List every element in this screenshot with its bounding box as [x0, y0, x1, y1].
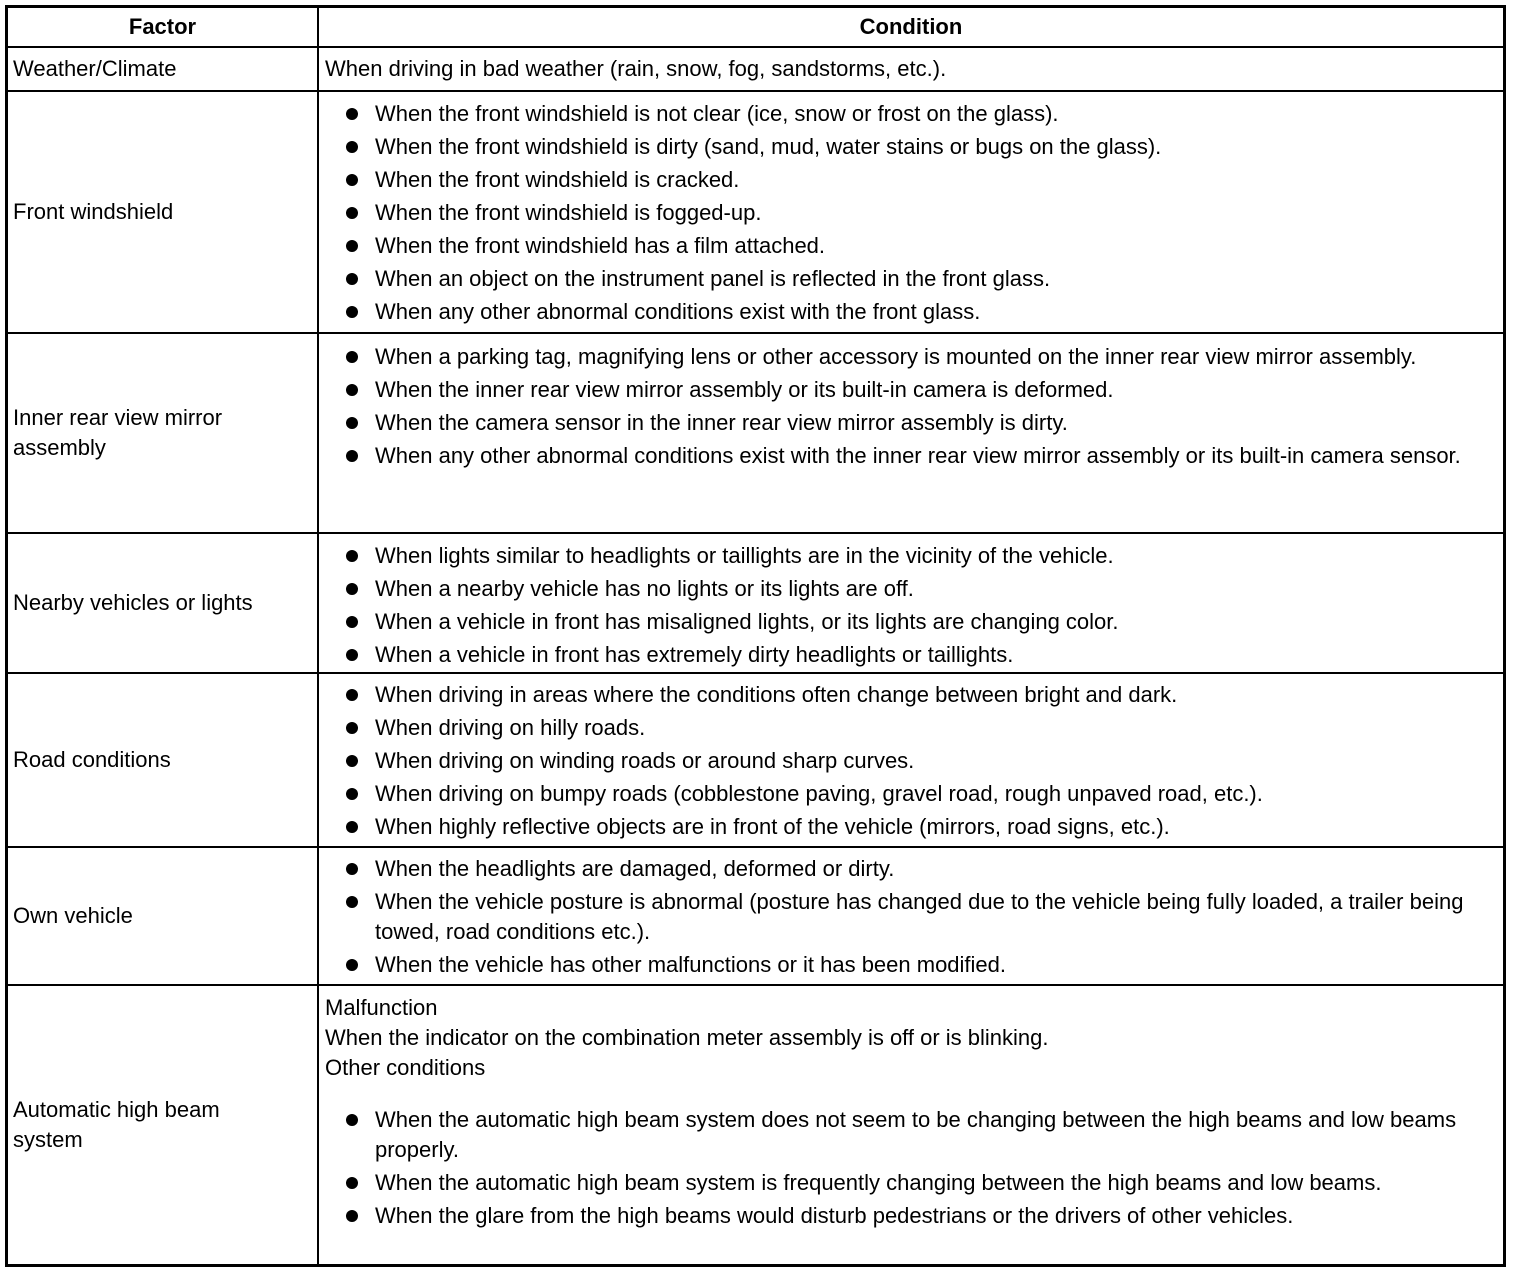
- list-item: When a parking tag, magnifying lens or other accessory is mounted on the inner rear view mirror assembly.: [325, 342, 1493, 372]
- bullet-icon: [346, 417, 358, 429]
- bullet-icon: [346, 273, 358, 285]
- factor-cell: Nearby vehicles or lights: [13, 590, 253, 615]
- bullet-icon: [346, 649, 358, 661]
- factor-cell: Inner rear view mirror assembly: [13, 405, 223, 460]
- list-item: When any other abnormal conditions exist with the front glass.: [325, 297, 1493, 327]
- list-item: When the automatic high beam system is frequently changing between the high beams and low beams.: [325, 1168, 1493, 1198]
- list-item: When the front windshield is dirty (sand, mud, water stains or bugs on the glass).: [325, 132, 1493, 162]
- list-item: When the camera sensor in the inner rear view mirror assembly is dirty.: [325, 408, 1493, 438]
- malfunction-heading: Malfunction: [325, 995, 438, 1020]
- bullet-icon: [346, 821, 358, 833]
- bullet-icon: [346, 1210, 358, 1222]
- factor-cell: Automatic high beam system: [13, 1097, 220, 1152]
- header-condition: Condition: [859, 14, 963, 39]
- list-item: When a nearby vehicle has no lights or its lights are off.: [325, 574, 1493, 604]
- list-item: When the glare from the high beams would disturb pedestrians or the drivers of other vehicles.: [325, 1201, 1493, 1231]
- list-item: When the front windshield is cracked.: [325, 165, 1493, 195]
- bullet-icon: [346, 450, 358, 462]
- list-item: When the vehicle posture is abnormal (posture has changed due to the vehicle being fully loaded, a trailer being towed, road conditions etc.).: [325, 887, 1493, 947]
- table-row: [8, 334, 1503, 534]
- list-item: When lights similar to headlights or taillights are in the vicinity of the vehicle.: [325, 541, 1493, 571]
- table-row: [8, 848, 1503, 986]
- bullet-icon: [346, 583, 358, 595]
- condition-cell: [319, 986, 1503, 1264]
- bullet-icon: [346, 384, 358, 396]
- table-row: [8, 986, 1503, 1264]
- table-header-row: [8, 8, 1503, 48]
- condition-cell: [319, 534, 1503, 672]
- list-item: When driving on winding roads or around sharp curves.: [325, 746, 1493, 776]
- list-item: When the inner rear view mirror assembly or its built-in camera is deformed.: [325, 375, 1493, 405]
- condition-text: When driving in bad weather (rain, snow, fog, sandstorms, etc.).: [325, 56, 947, 81]
- condition-list: [325, 1105, 1493, 1231]
- bullet-icon: [346, 174, 358, 186]
- condition-cell: [319, 848, 1503, 984]
- bullet-icon: [346, 863, 358, 875]
- list-item: When driving in areas where the conditions often change between bright and dark.: [325, 680, 1493, 710]
- bullet-icon: [346, 755, 358, 767]
- header-factor: Factor: [128, 14, 197, 39]
- list-item: When highly reflective objects are in front of the vehicle (mirrors, road signs, etc.).: [325, 812, 1493, 842]
- malfunction-text: When the indicator on the combination meter assembly is off or is blinking.: [325, 1025, 1049, 1050]
- bullet-icon: [346, 896, 358, 908]
- condition-cell: [319, 92, 1503, 332]
- list-item: When any other abnormal conditions exist with the inner rear view mirror assembly or its built-in camera sensor.: [325, 441, 1493, 471]
- list-item: When a vehicle in front has extremely dirty headlights or taillights.: [325, 640, 1493, 670]
- list-item: When a vehicle in front has misaligned lights, or its lights are changing color.: [325, 607, 1493, 637]
- bullet-icon: [346, 207, 358, 219]
- other-conditions-heading: Other conditions: [325, 1055, 486, 1080]
- table-row: [8, 92, 1503, 334]
- condition-cell: [319, 674, 1503, 846]
- conditions-table: [5, 5, 1506, 1267]
- bullet-icon: [346, 240, 358, 252]
- table-row: [8, 534, 1503, 674]
- list-item: When the headlights are damaged, deformed or dirty.: [325, 854, 1493, 884]
- list-item: When driving on hilly roads.: [325, 713, 1493, 743]
- list-item: When the front windshield is not clear (ice, snow or frost on the glass).: [325, 99, 1493, 129]
- condition-list: [325, 541, 1493, 670]
- factor-cell: Weather/Climate: [13, 56, 177, 81]
- bullet-icon: [346, 616, 358, 628]
- list-item: When the front windshield has a film attached.: [325, 231, 1493, 261]
- condition-list: [325, 99, 1493, 327]
- bullet-icon: [346, 550, 358, 562]
- bullet-icon: [346, 306, 358, 318]
- bullet-icon: [346, 689, 358, 701]
- table-row: [8, 674, 1503, 848]
- condition-cell: [319, 48, 1503, 90]
- condition-cell: [319, 334, 1503, 532]
- bullet-icon: [346, 351, 358, 363]
- factor-cell: Road conditions: [13, 747, 171, 772]
- list-item: When the front windshield is fogged-up.: [325, 198, 1493, 228]
- list-item: When driving on bumpy roads (cobblestone paving, gravel road, rough unpaved road, etc.).: [325, 779, 1493, 809]
- condition-list: [325, 342, 1493, 471]
- bullet-icon: [346, 722, 358, 734]
- list-item: When the automatic high beam system does not seem to be changing between the high beams and low beams properly.: [325, 1105, 1493, 1165]
- bullet-icon: [346, 141, 358, 153]
- list-item: When an object on the instrument panel is reflected in the front glass.: [325, 264, 1493, 294]
- condition-list: [325, 680, 1493, 842]
- factor-cell: Own vehicle: [13, 903, 133, 928]
- bullet-icon: [346, 108, 358, 120]
- bullet-icon: [346, 1177, 358, 1189]
- bullet-icon: [346, 1114, 358, 1126]
- list-item: When the vehicle has other malfunctions or it has been modified.: [325, 950, 1493, 980]
- bullet-icon: [346, 788, 358, 800]
- table-row: [8, 48, 1503, 92]
- bullet-icon: [346, 959, 358, 971]
- factor-cell: Front windshield: [13, 199, 174, 224]
- condition-list: [325, 854, 1493, 980]
